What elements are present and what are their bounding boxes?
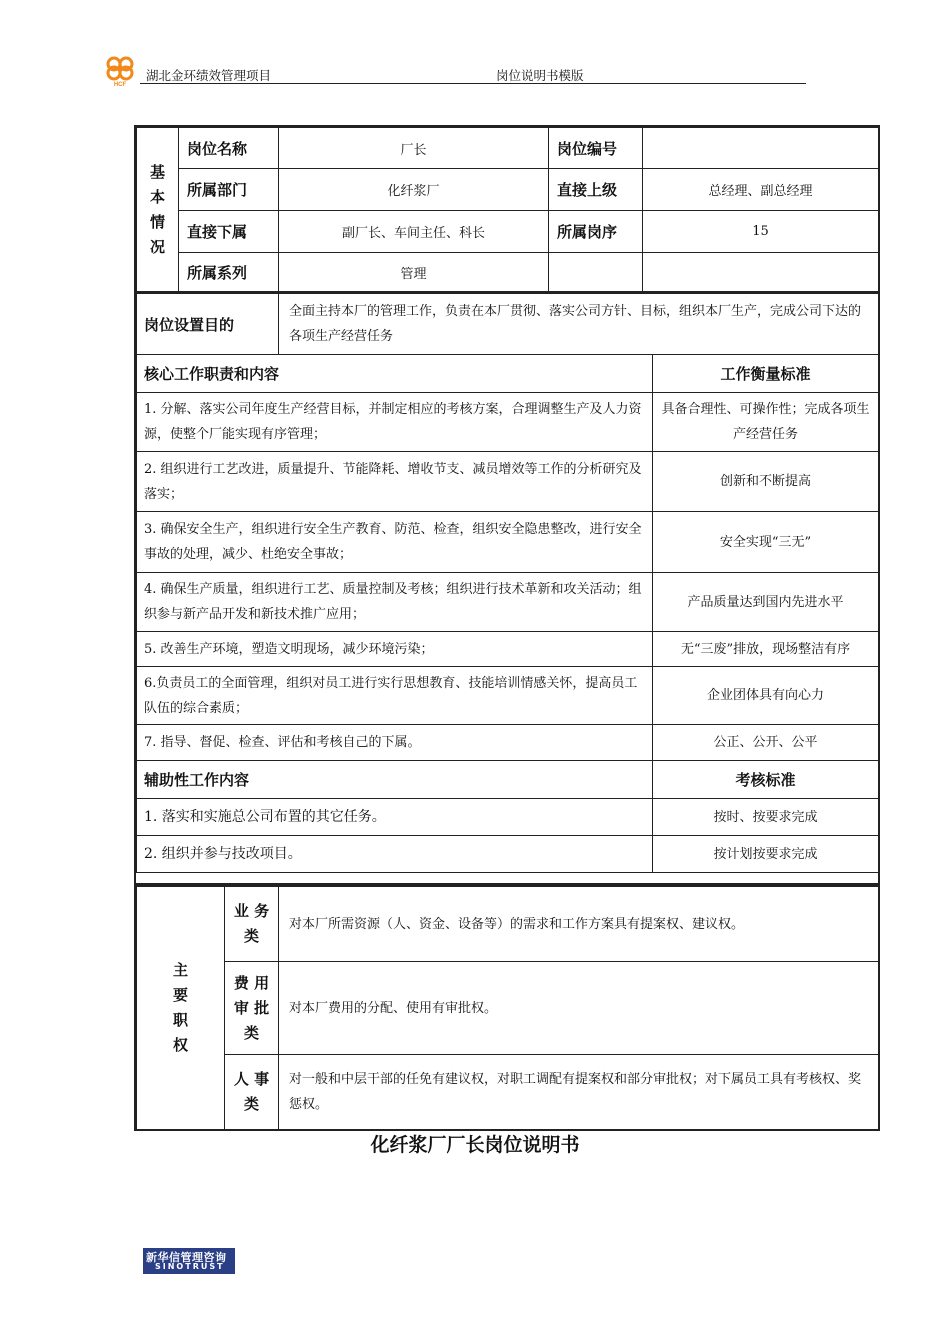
auxiliary-row (137, 836, 879, 873)
svg-text:HCF: HCF (113, 82, 127, 88)
duty-standard: 安全实现“三无” (653, 512, 879, 573)
auxiliary-standard-header: 考核标准 (653, 761, 879, 799)
duty-row (137, 632, 879, 667)
position-name-label: 岗位名称 (179, 128, 279, 169)
duty-text: 1. 分解、落实公司年度生产经营目标，并制定相应的考核方案，合理调整生产及人力资源，使整个厂能实现有序管理； (137, 393, 653, 452)
footer-logo-cn: 新华信管理咨询 (146, 1251, 227, 1264)
auxiliary-header-row (137, 761, 879, 799)
authority-category: 业 务 类 (225, 887, 279, 962)
auxiliary-text: 2. 组织并参与技改项目。 (137, 836, 653, 873)
duty-row (137, 452, 879, 512)
duty-text: 4. 确保生产质量，组织进行工艺、质量控制及考核；组织进行技术革新和攻关活动；组织参与新产品开发和新技术推广应用； (137, 573, 653, 632)
position-name-value: 厂长 (279, 128, 549, 169)
department-value: 化纤浆厂 (279, 169, 549, 211)
basic-row (137, 128, 879, 169)
basic-section-label: 基 本 情 况 (137, 128, 179, 292)
authority-category: 费 用 审 批 类 (225, 962, 279, 1055)
department-label: 所属部门 (179, 169, 279, 211)
auxiliary-text: 1. 落实和实施总公司布置的其它任务。 (137, 799, 653, 836)
position-rank-value: 15 (643, 211, 879, 253)
direct-subordinates-label: 直接下属 (179, 211, 279, 253)
authority-row (137, 1055, 879, 1130)
authority-row (137, 887, 879, 962)
core-duties-header: 核心工作职责和内容 (137, 355, 653, 393)
duty-text: 3. 确保安全生产，组织进行安全生产教育、防范、检查，组织安全隐患整改，进行安全事故的处理，减少、杜绝安全事故； (137, 512, 653, 573)
duty-text: 2. 组织进行工艺改进，质量提升、节能降耗、增收节支、减员增效等工作的分析研究及落实； (137, 452, 653, 512)
sinotrust-logo (143, 1248, 235, 1274)
page-header (100, 54, 806, 86)
authority-table (136, 886, 879, 1130)
series-label: 所属系列 (179, 253, 279, 292)
auxiliary-standard: 按时、按要求完成 (653, 799, 879, 836)
duty-row (137, 393, 879, 452)
authority-text: 对本厂所需资源（人、资金、设备等）的需求和工作方案具有提案权、建议权。 (279, 887, 879, 962)
authority-block (134, 883, 880, 1131)
duty-row (137, 667, 879, 725)
position-code-value (643, 128, 879, 169)
direct-superior-value: 总经理、副总经理 (643, 169, 879, 211)
authority-text: 对本厂费用的分配、使用有审批权。 (279, 962, 879, 1055)
basic-row (137, 253, 879, 292)
authority-category: 人 事 类 (225, 1055, 279, 1130)
duty-standard: 公正、公开、公平 (653, 725, 879, 761)
duty-standard: 企业团体具有向心力 (653, 667, 879, 725)
footer-logo-en: SINOTRUST (155, 1262, 225, 1271)
duty-text: 7. 指导、督促、检查、评估和考核自己的下属。 (137, 725, 653, 761)
authority-text: 对一般和中层干部的任免有建议权，对职工调配有提案权和部分审批权；对下属员工具有考核权、奖惩权。 (279, 1055, 879, 1130)
purpose-row (137, 294, 879, 355)
duties-block (134, 291, 880, 885)
purpose-text: 全面主持本厂的管理工作，负责在本厂贯彻、落实公司方针、目标，组织本厂生产，完成公司下达的各项生产经营任务 (279, 294, 879, 355)
basic-info-block (134, 125, 880, 293)
duties-header-row (137, 355, 879, 393)
duty-text: 5. 改善生产环境，塑造文明现场，减少环境污染； (137, 632, 653, 667)
header-project-name: 湖北金环绩效管理项目 (146, 68, 272, 83)
empty-cell (643, 253, 879, 292)
basic-row (137, 211, 879, 253)
purpose-label: 岗位设置目的 (137, 294, 279, 355)
position-rank-label: 所属岗序 (549, 211, 643, 253)
position-code-label: 岗位编号 (549, 128, 643, 169)
authority-section-label: 主 要 职 权 (137, 887, 225, 1130)
auxiliary-row (137, 799, 879, 836)
duties-table (136, 293, 879, 873)
basic-row (137, 169, 879, 211)
duty-row (137, 573, 879, 632)
direct-superior-label: 直接上级 (549, 169, 643, 211)
basic-info-table (136, 127, 879, 292)
series-value: 管理 (279, 253, 549, 292)
auxiliary-standard: 按计划按要求完成 (653, 836, 879, 873)
authority-row (137, 962, 879, 1055)
document-title: 化纤浆厂厂长岗位说明书 (370, 1134, 580, 1156)
duty-standard-header: 工作衡量标准 (653, 355, 879, 393)
empty-cell (549, 253, 643, 292)
duty-row (137, 725, 879, 761)
direct-subordinates-value: 副厂长、车间主任、科长 (279, 211, 549, 253)
duty-standard: 创新和不断提高 (653, 452, 879, 512)
duty-standard: 具备合理性、可操作性；完成各项生产经营任务 (653, 393, 879, 452)
duty-row (137, 512, 879, 573)
hcf-logo-icon (100, 54, 140, 88)
duty-standard: 无“三废”排放，现场整洁有序 (653, 632, 879, 667)
header-rule (140, 83, 806, 84)
header-template-name: 岗位说明书模版 (496, 68, 584, 83)
auxiliary-header: 辅助性工作内容 (137, 761, 653, 799)
duty-standard: 产品质量达到国内先进水平 (653, 573, 879, 632)
duty-text: 6.负责员工的全面管理，组织对员工进行实行思想教育、技能培训情感关怀，提高员工队伍的综合素质； (137, 667, 653, 725)
